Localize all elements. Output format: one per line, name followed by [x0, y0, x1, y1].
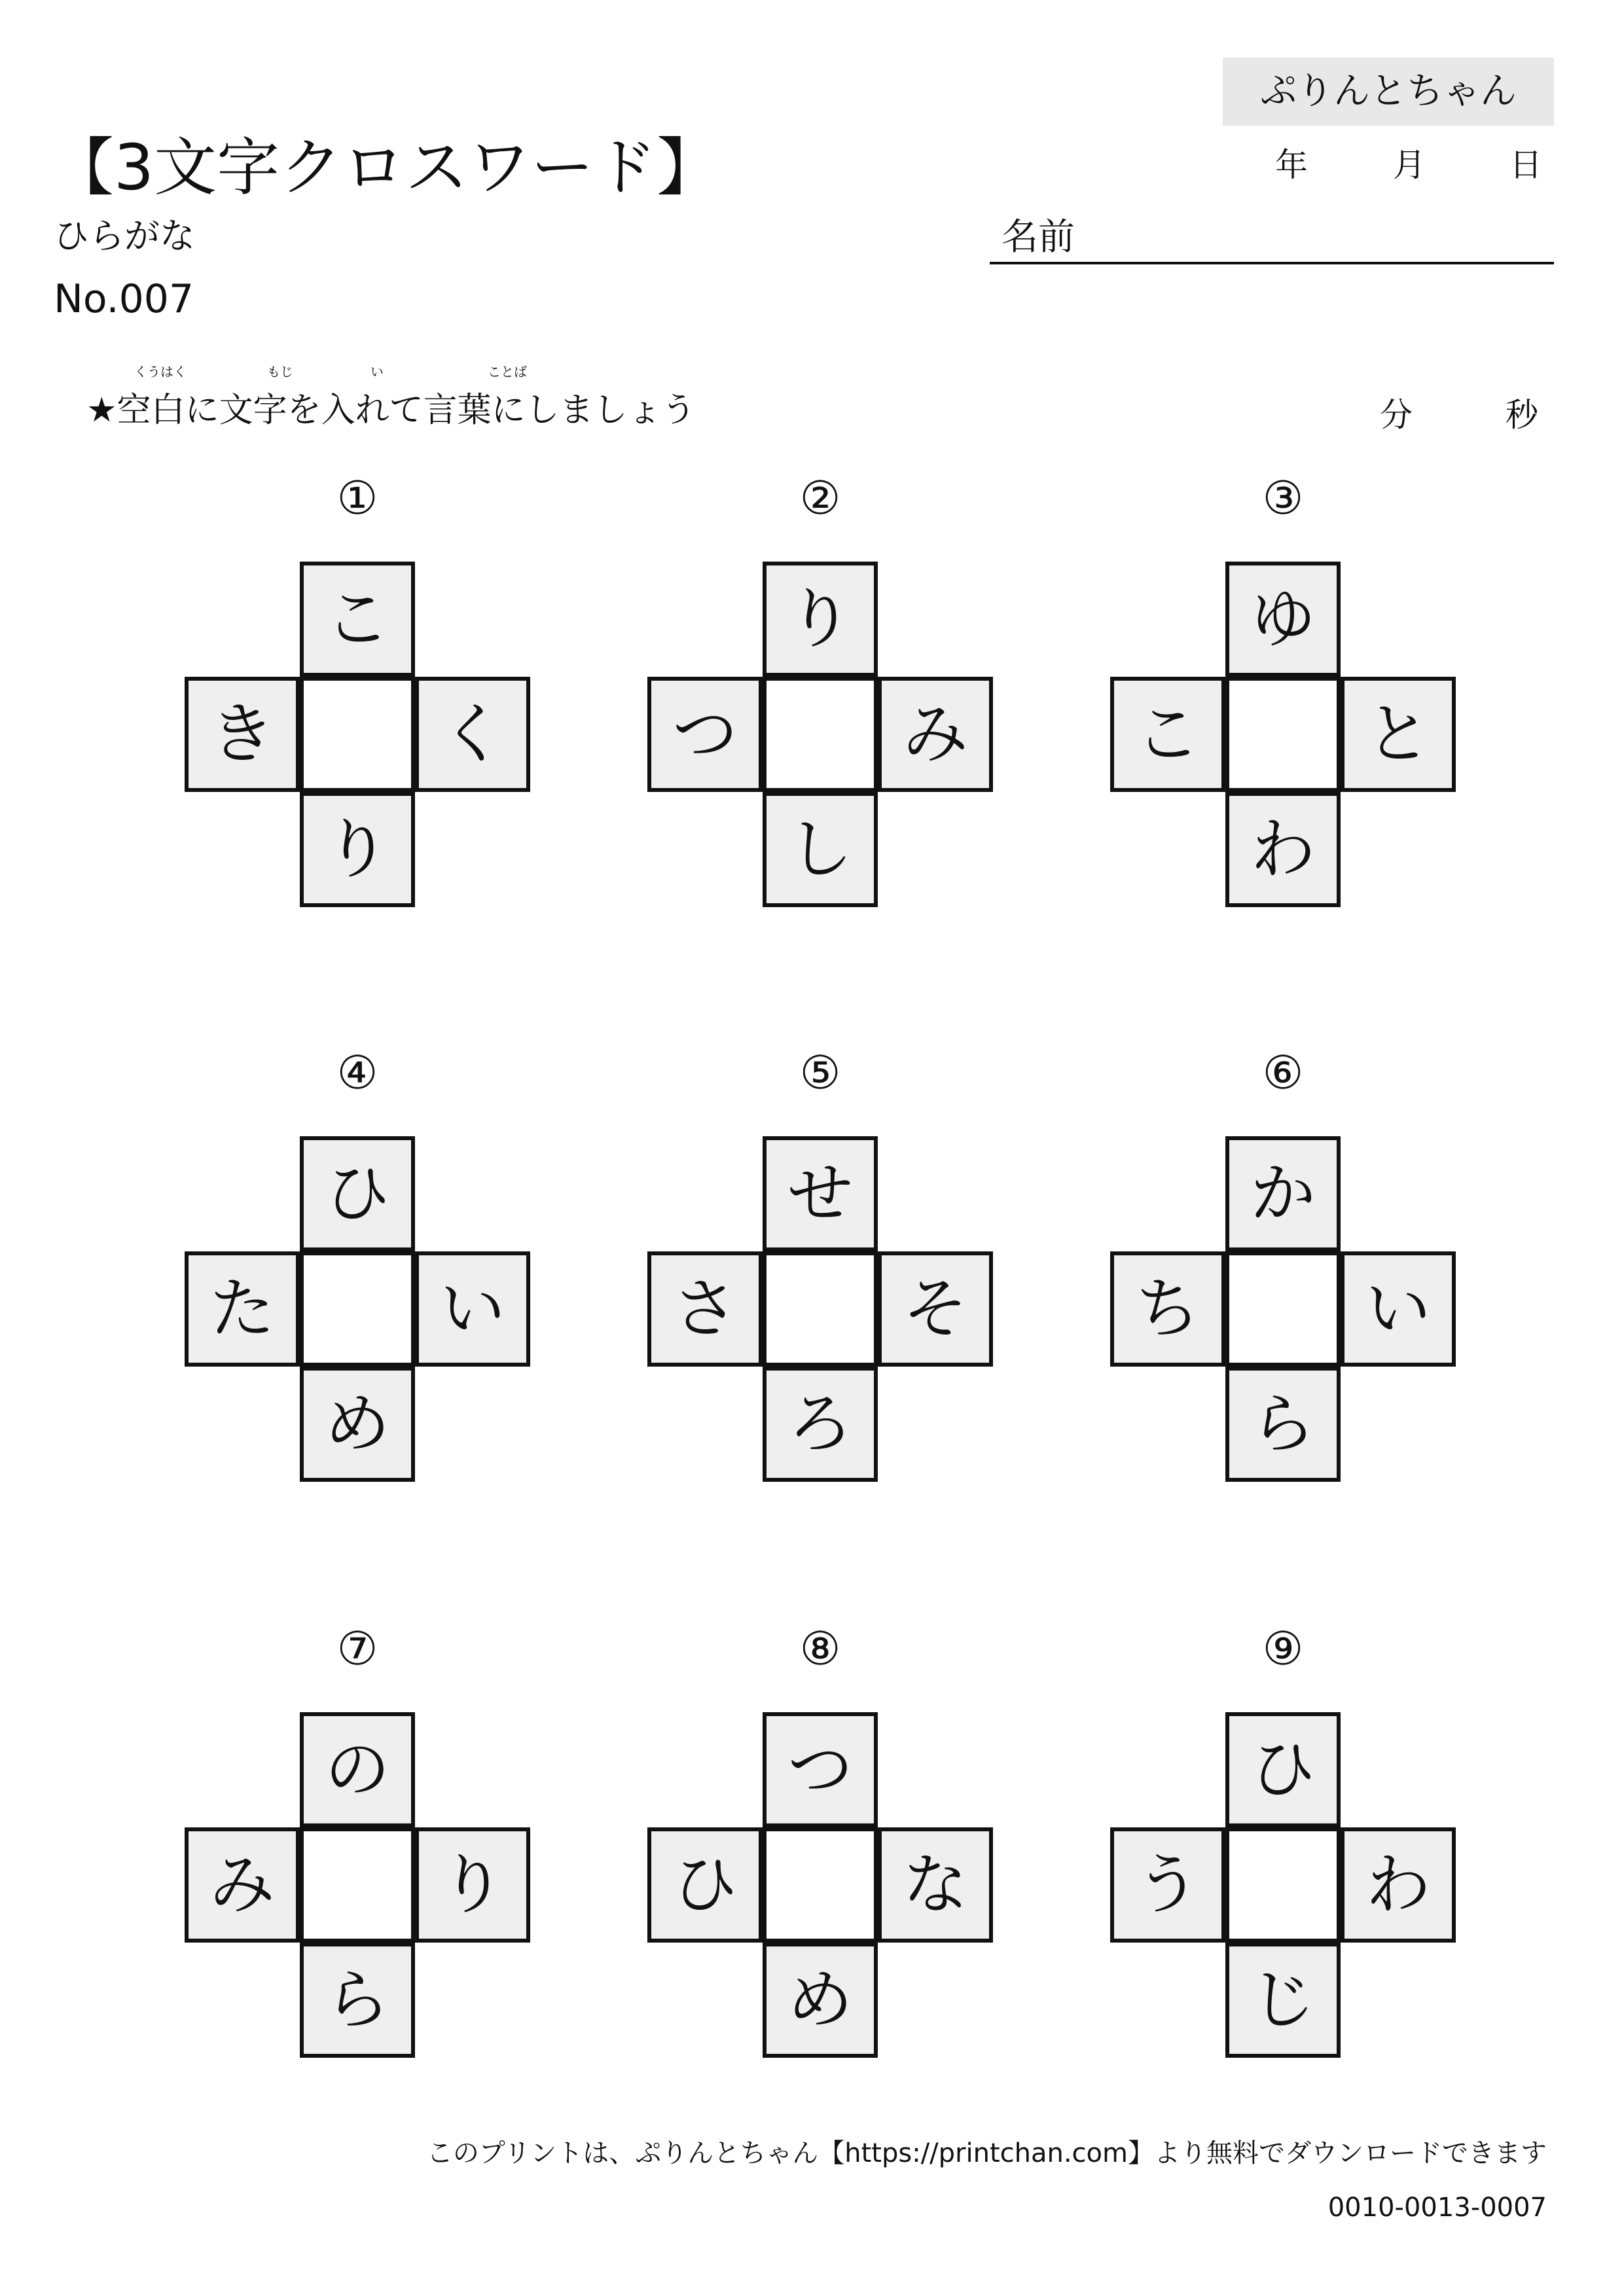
clue-cell-top: ひ — [1225, 1712, 1341, 1827]
worksheet-code: 0010-0013-0007 — [1327, 2193, 1547, 2223]
day-label: 日 — [1509, 146, 1542, 184]
answer-cell[interactable] — [763, 677, 878, 792]
year-label: 年 — [1275, 146, 1308, 184]
puzzle-number: ⑧ — [799, 1622, 841, 1676]
clue-cell-top: せ — [763, 1136, 878, 1251]
clue-cell-left: こ — [1110, 677, 1225, 792]
answer-cell[interactable] — [300, 1251, 415, 1367]
clue-cell-right: い — [1341, 1251, 1456, 1367]
clue-cell-right: そ — [878, 1251, 993, 1367]
puzzle-number: ① — [336, 471, 378, 525]
worksheet-subtitle: ひらがな — [54, 215, 195, 257]
puzzle-number: ⑨ — [1262, 1622, 1304, 1676]
clue-cell-bottom: し — [763, 792, 878, 907]
clue-cell-left: み — [185, 1827, 300, 1943]
clue-cell-left: う — [1110, 1827, 1225, 1943]
answer-cell[interactable] — [1225, 1827, 1341, 1943]
clue-cell-left: さ — [647, 1251, 763, 1367]
clue-cell-top: つ — [763, 1712, 878, 1827]
clue-cell-bottom: り — [300, 792, 415, 907]
clue-cell-bottom: じ — [1225, 1943, 1341, 2058]
clue-cell-left: き — [185, 677, 300, 792]
clue-cell-bottom: ら — [1225, 1367, 1341, 1482]
clue-cell-right: く — [415, 677, 530, 792]
puzzle-number: ② — [799, 471, 841, 525]
minutes-label: 分 — [1380, 396, 1413, 434]
answer-cell[interactable] — [1225, 677, 1341, 792]
month-label: 月 — [1393, 146, 1426, 184]
clue-cell-right: み — [878, 677, 993, 792]
ruby-moji: もじ — [267, 364, 293, 380]
name-label: 名前 — [1001, 216, 1075, 259]
seconds-label: 秒 — [1506, 396, 1538, 434]
puzzle-number: ⑥ — [1262, 1046, 1304, 1100]
clue-cell-top: か — [1225, 1136, 1341, 1251]
answer-cell[interactable] — [300, 1827, 415, 1943]
clue-cell-right: い — [415, 1251, 530, 1367]
clue-cell-left: ひ — [647, 1827, 763, 1943]
puzzle-number: ⑤ — [799, 1046, 841, 1100]
clue-cell-top: り — [763, 562, 878, 677]
answer-cell[interactable] — [1225, 1251, 1341, 1367]
clue-cell-right: と — [1341, 677, 1456, 792]
puzzle-number: ④ — [336, 1046, 378, 1100]
clue-cell-bottom: わ — [1225, 792, 1341, 907]
clue-cell-bottom: ろ — [763, 1367, 878, 1482]
clue-cell-bottom: ら — [300, 1943, 415, 2058]
ruby-kuuhaku: くうはく — [134, 364, 187, 380]
puzzle-number: ⑦ — [336, 1622, 378, 1676]
clue-cell-left: つ — [647, 677, 763, 792]
instruction-text: ★空白に文字を入れて言葉にしましょう — [86, 391, 696, 430]
brand-label: ぷりんとちゃん — [1223, 58, 1554, 126]
worksheet-number: No.007 — [54, 276, 194, 322]
clue-cell-top: こ — [300, 562, 415, 677]
clue-cell-right: り — [415, 1827, 530, 1943]
ruby-kotoba: ことば — [488, 364, 527, 380]
answer-cell[interactable] — [763, 1827, 878, 1943]
clue-cell-bottom: め — [300, 1367, 415, 1482]
clue-cell-right: な — [878, 1827, 993, 1943]
ruby-i: い — [370, 364, 384, 380]
clue-cell-right: わ — [1341, 1827, 1456, 1943]
clue-cell-left: た — [185, 1251, 300, 1367]
clue-cell-top: ゆ — [1225, 562, 1341, 677]
name-line — [990, 262, 1554, 264]
clue-cell-bottom: め — [763, 1943, 878, 2058]
answer-cell[interactable] — [763, 1251, 878, 1367]
page-title: 【3文字クロスワード】 — [51, 131, 720, 204]
clue-cell-top: ひ — [300, 1136, 415, 1251]
footer-note: このプリントは、ぷりんとちゃん【https://printchan.com】より無料でダウンロードできます — [426, 2138, 1547, 2168]
clue-cell-left: ち — [1110, 1251, 1225, 1367]
puzzle-number: ③ — [1262, 471, 1304, 525]
clue-cell-top: の — [300, 1712, 415, 1827]
answer-cell[interactable] — [300, 677, 415, 792]
